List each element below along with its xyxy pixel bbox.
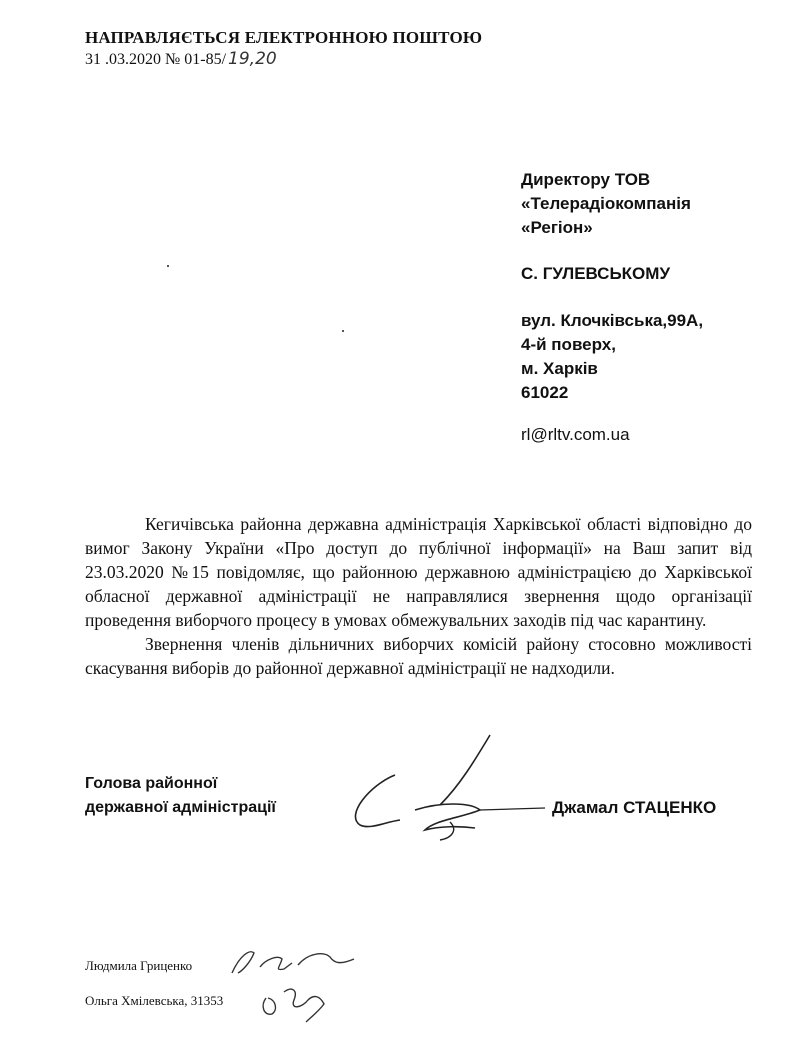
executor-name: Людмила Гриценко bbox=[85, 958, 193, 973]
address-line: 61022 bbox=[521, 383, 569, 402]
body-paragraph: Звернення членів дільничних виборчих комісій району стосовно можливості скасування виборів до районної державної адміністрації не надходили. bbox=[85, 634, 752, 678]
outgoing-mark: НАПРАВЛЯЄТЬСЯ ЕЛЕКТРОННОЮ ПОШТОЮ bbox=[85, 28, 483, 47]
address-line: вул. Клочківська,99А, bbox=[521, 311, 704, 330]
handwritten-signature bbox=[340, 730, 550, 845]
outgoing-date-number bbox=[85, 49, 277, 69]
addressee-line: «Телерадіокомпанія bbox=[521, 194, 691, 213]
executor-initials-1 bbox=[228, 945, 358, 980]
signatory-title-line: Голова районної bbox=[85, 775, 218, 792]
addressee-position bbox=[521, 168, 781, 240]
addressee-email: rl@rltv.com.ua bbox=[521, 425, 630, 444]
executor-name: Ольга Хмілевська, 31353 bbox=[85, 993, 224, 1008]
date-ref-text: 31 .03.2020 № 01-85/ bbox=[85, 51, 227, 68]
address-line: м. Харків bbox=[521, 359, 598, 378]
addressee-name: С. ГУЛЕВСЬКОМУ bbox=[521, 264, 671, 283]
signatory-name: Джамал СТАЦЕНКО bbox=[552, 798, 717, 817]
signatory-title-line: державної адміністрації bbox=[85, 799, 276, 816]
address-line: 4-й поверх, bbox=[521, 335, 616, 354]
handwritten-ref-number: 19,20 bbox=[228, 49, 277, 69]
letter-body bbox=[85, 512, 752, 680]
body-paragraph: Кегичівська районна державна адміністрація Харківської області відповідно до вимог Закону України «Про доступ до публічної інформації» на Ваш запит від 23.03.2020 №15 повідомляє, що районною державною адміністрацією до Харківської обласної державної адміністрації не направлялися звернення щодо організації проведення виборчого процесу в умовах обмежувальних заходів під час карантину. bbox=[85, 514, 752, 630]
executor-initials-2 bbox=[258, 980, 333, 1025]
addressee-line: Директору ТОВ bbox=[521, 170, 651, 189]
signatory-title bbox=[85, 772, 276, 820]
scan-speck bbox=[342, 330, 344, 332]
addressee-line: «Регіон» bbox=[521, 218, 593, 237]
scan-speck bbox=[167, 265, 169, 267]
addressee-address bbox=[521, 309, 781, 405]
